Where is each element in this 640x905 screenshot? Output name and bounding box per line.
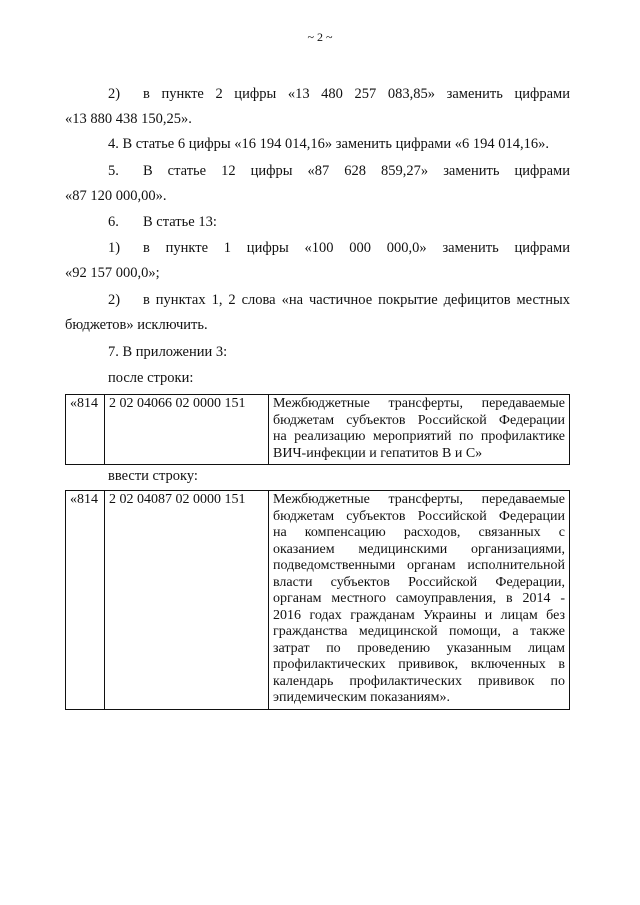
description-line: власти субъектов Российской Федерации, [273,574,565,590]
item-5-continuation: «87 120 000,00». [65,188,167,204]
description-line: затрат по проведению указанным лицам [273,640,565,656]
description-cell [269,491,570,710]
description-line: профилактических прививок, включенных в [273,657,565,672]
item-2-continuation: «13 880 438 150,25». [65,111,192,127]
item-6-1-continuation: «92 157 000,0»; [65,265,160,281]
description-line: эпидемическим показаниям». [273,690,450,705]
item-5-text: В статье 12 цифры «87 628 859,27» заменить цифрами [143,163,570,179]
description-line: Межбюджетные трансферты, передаваемые [273,396,565,411]
item-6-1-text: в пункте 1 цифры «100 000 000,0» заменить цифрами [143,240,570,256]
item-6-number: 6. [108,214,119,230]
description-line: на реализацию мероприятий по профилактике [273,429,565,444]
kbk-cell: 2 02 04066 02 0000 151 [105,395,269,465]
code-prefix-cell: «814 [66,491,105,710]
description-cell [269,395,570,465]
description-line: Межбюджетные трансферты, передаваемые [273,492,565,507]
table-row [66,491,570,710]
item-6-2-number: 2) [108,292,121,308]
description-line: ВИЧ-инфекции и гепатитов В и С» [273,445,483,461]
item-6-1-number: 1) [108,240,121,256]
description-line: бюджетам субъектов Российской Федерации [273,508,565,524]
description-line: календарь профилактических прививок по [273,673,565,689]
table-existing-row [65,394,570,465]
description-line: гражданства медицинской помощи, а также [273,624,565,639]
table-new-row [65,490,570,710]
item-7-text: 7. В приложении 3: [108,344,228,360]
table-row [66,395,570,465]
item-2-text: в пункте 2 цифры «13 480 257 083,85» заменить цифрами [143,86,570,102]
insert-row-label: ввести строку: [108,468,198,484]
description-line: бюджетам субъектов Российской Федерации [273,412,565,428]
description-line: оказанием медицинскими организациями, [273,541,565,557]
code-prefix-cell: «814 [66,395,105,465]
item-6-text: В статье 13: [143,214,217,230]
item-6-2-continuation: бюджетов» исключить. [65,317,208,333]
after-row-label: после строки: [108,370,194,386]
description-line: 2016 годах гражданам Украины и лицам без [273,607,565,623]
description-line: на компенсацию расходов, связанных с [273,525,565,540]
page-number: ~ 2 ~ [307,30,333,44]
description-line: органам местного самоуправления, в 2014 - [273,591,565,606]
item-2-number: 2) [108,86,121,102]
item-4-text: 4. В статье 6 цифры «16 194 014,16» заменить цифрами «6 194 014,16». [108,136,550,152]
item-6-2-text: в пунктах 1, 2 слова «на частичное покрытие дефицитов местных [143,292,570,308]
item-5-number: 5. [108,163,119,179]
description-line: подведомственными органам исполнительной [273,558,565,573]
kbk-cell: 2 02 04087 02 0000 151 [105,491,269,710]
